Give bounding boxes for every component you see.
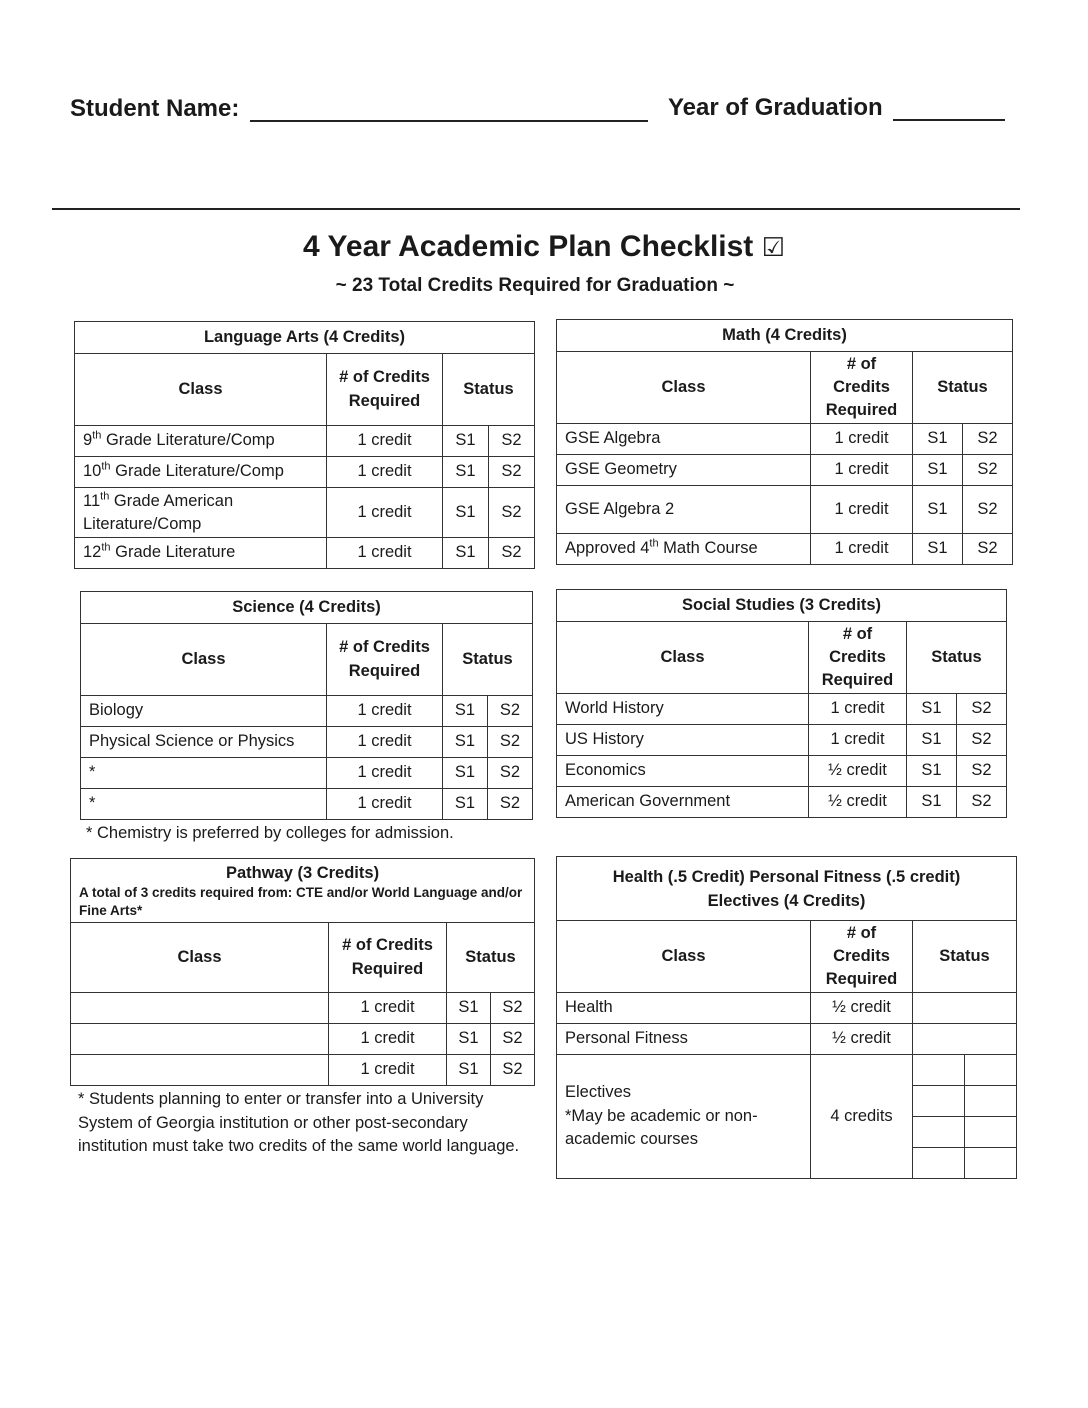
status-s1[interactable]: S1 bbox=[447, 993, 491, 1024]
class-cell: Physical Science or Physics bbox=[81, 727, 327, 758]
status-s1[interactable]: S1 bbox=[443, 457, 489, 488]
elective-status-box[interactable] bbox=[965, 1055, 1017, 1086]
class-cell[interactable] bbox=[71, 1055, 329, 1086]
checkbox-icon: ☑ bbox=[761, 232, 785, 262]
class-cell[interactable] bbox=[71, 1024, 329, 1055]
class-cell: 11th Grade American Literature/Comp bbox=[75, 488, 327, 538]
health-electives-table bbox=[556, 856, 1017, 1179]
status-s2[interactable]: S2 bbox=[957, 756, 1007, 787]
credit-cell: 1 credit bbox=[327, 488, 443, 538]
col-header-class: Class bbox=[557, 352, 811, 424]
status-s1[interactable]: S1 bbox=[443, 426, 489, 457]
language-arts-table bbox=[74, 321, 535, 569]
col-header-class: Class bbox=[557, 921, 811, 993]
class-cell: Approved 4th Math Course bbox=[557, 534, 811, 565]
math-table bbox=[556, 319, 1013, 565]
class-cell: US History bbox=[557, 725, 809, 756]
credit-cell: 1 credit bbox=[329, 1024, 447, 1055]
science-table bbox=[80, 591, 533, 820]
status-s2[interactable]: S2 bbox=[491, 1055, 535, 1086]
status-s1[interactable]: S1 bbox=[447, 1055, 491, 1086]
col-header-class: Class bbox=[71, 923, 329, 993]
year-of-graduation-label: Year of Graduation bbox=[668, 94, 883, 121]
section-title: Math (4 Credits) bbox=[557, 320, 1013, 352]
credit-cell: ½ credit bbox=[811, 1024, 913, 1055]
class-cell: 10th Grade Literature/Comp bbox=[75, 457, 327, 488]
status-s2[interactable]: S2 bbox=[957, 694, 1007, 725]
col-header-class: Class bbox=[75, 354, 327, 426]
status-s2[interactable]: S2 bbox=[963, 534, 1013, 565]
class-cell: World History bbox=[557, 694, 809, 725]
col-header-credits: # of Credits Required bbox=[809, 622, 907, 694]
pathway-note: * Students planning to enter or transfer into a University System of Georgia institution or other post-secondary institution must take two credits of the same world language. bbox=[78, 1090, 520, 1155]
section-title: Language Arts (4 Credits) bbox=[75, 322, 535, 354]
elective-status-box[interactable] bbox=[965, 1117, 1017, 1148]
status-s2[interactable]: S2 bbox=[488, 696, 533, 727]
elective-status-box[interactable] bbox=[913, 1086, 965, 1117]
class-cell: * bbox=[81, 758, 327, 789]
credit-cell: ½ credit bbox=[811, 993, 913, 1024]
status-s1[interactable]: S1 bbox=[907, 694, 957, 725]
status-s1[interactable]: S1 bbox=[907, 756, 957, 787]
class-cell: GSE Algebra bbox=[557, 424, 811, 455]
science-note: * Chemistry is preferred by colleges for admission. bbox=[86, 824, 454, 842]
status-s2[interactable]: S2 bbox=[489, 426, 535, 457]
class-cell: Economics bbox=[557, 756, 809, 787]
credit-cell: 1 credit bbox=[811, 455, 913, 486]
status-s2[interactable]: S2 bbox=[957, 787, 1007, 818]
col-header-credits: # of Credits Required bbox=[811, 352, 913, 424]
status-s2[interactable]: S2 bbox=[488, 789, 533, 820]
col-header-status: Status bbox=[447, 923, 535, 993]
class-cell: GSE Geometry bbox=[557, 455, 811, 486]
credit-cell: 1 credit bbox=[327, 696, 443, 727]
credit-cell: 1 credit bbox=[809, 725, 907, 756]
credit-cell: 1 credit bbox=[809, 694, 907, 725]
elective-status-box[interactable] bbox=[913, 1117, 965, 1148]
status-s1[interactable]: S1 bbox=[443, 789, 488, 820]
status-s2[interactable]: S2 bbox=[491, 1024, 535, 1055]
elective-status-box[interactable] bbox=[913, 1148, 965, 1179]
pathway-table bbox=[70, 858, 535, 1086]
status-s1[interactable]: S1 bbox=[913, 455, 963, 486]
credit-cell: 1 credit bbox=[811, 534, 913, 565]
credit-cell: ½ credit bbox=[809, 756, 907, 787]
social-studies-table bbox=[556, 589, 1007, 818]
credit-cell: 1 credit bbox=[811, 424, 913, 455]
class-cell: Health bbox=[557, 993, 811, 1024]
status-s1[interactable]: S1 bbox=[913, 486, 963, 534]
col-header-status: Status bbox=[913, 352, 1013, 424]
status-s2[interactable]: S2 bbox=[957, 725, 1007, 756]
divider bbox=[52, 208, 1020, 210]
status-s1[interactable]: S1 bbox=[443, 696, 488, 727]
col-header-class: Class bbox=[81, 624, 327, 696]
col-header-class: Class bbox=[557, 622, 809, 694]
status-s1[interactable]: S1 bbox=[443, 488, 489, 538]
page-title: 4 Year Academic Plan Checklist ☑ bbox=[303, 230, 785, 263]
col-header-status: Status bbox=[907, 622, 1007, 694]
elective-status-box[interactable] bbox=[965, 1086, 1017, 1117]
credit-cell: 4 credits bbox=[811, 1055, 913, 1179]
col-header-status: Status bbox=[913, 921, 1017, 993]
status-s1[interactable]: S1 bbox=[447, 1024, 491, 1055]
credit-cell: 1 credit bbox=[327, 538, 443, 569]
credit-cell: 1 credit bbox=[327, 758, 443, 789]
credit-cell: 1 credit bbox=[329, 993, 447, 1024]
col-header-status: Status bbox=[443, 624, 533, 696]
class-cell: * bbox=[81, 789, 327, 820]
student-name-field[interactable] bbox=[250, 120, 648, 122]
status-s1[interactable]: S1 bbox=[907, 787, 957, 818]
status-s2[interactable]: S2 bbox=[963, 455, 1013, 486]
col-header-credits: # of Credits Required bbox=[811, 921, 913, 993]
class-cell: 9th Grade Literature/Comp bbox=[75, 426, 327, 457]
status-s1[interactable]: S1 bbox=[907, 725, 957, 756]
status-cell[interactable] bbox=[913, 993, 1017, 1024]
col-header-status: Status bbox=[443, 354, 535, 426]
elective-status-box[interactable] bbox=[913, 1055, 965, 1086]
credit-cell: 1 credit bbox=[327, 789, 443, 820]
class-cell: Electives *May be academic or non-academic courses bbox=[557, 1055, 811, 1179]
status-s1[interactable]: S1 bbox=[443, 758, 488, 789]
class-cell: Biology bbox=[81, 696, 327, 727]
elective-status-box[interactable] bbox=[965, 1148, 1017, 1179]
section-title: Science (4 Credits) bbox=[81, 592, 533, 624]
class-cell: American Government bbox=[557, 787, 809, 818]
credit-cell: 1 credit bbox=[327, 426, 443, 457]
col-header-credits: # of Credits Required bbox=[329, 923, 447, 993]
credit-cell: 1 credit bbox=[329, 1055, 447, 1086]
class-cell: GSE Algebra 2 bbox=[557, 486, 811, 534]
class-cell: Personal Fitness bbox=[557, 1024, 811, 1055]
class-cell[interactable] bbox=[71, 993, 329, 1024]
status-s2[interactable]: S2 bbox=[963, 486, 1013, 534]
credit-cell: 1 credit bbox=[327, 457, 443, 488]
section-title: Social Studies (3 Credits) bbox=[557, 590, 1007, 622]
status-cell[interactable] bbox=[913, 1024, 1017, 1055]
status-s2[interactable]: S2 bbox=[491, 993, 535, 1024]
section-subtitle: A total of 3 credits required from: CTE and/or World Language and/or Fine Arts* bbox=[79, 884, 523, 918]
credit-cell: 1 credit bbox=[327, 727, 443, 758]
status-s1[interactable]: S1 bbox=[913, 424, 963, 455]
status-s1[interactable]: S1 bbox=[443, 538, 489, 569]
page-subtitle: ~ 23 Total Credits Required for Graduation ~ bbox=[335, 275, 735, 296]
credit-cell: ½ credit bbox=[809, 787, 907, 818]
status-s2[interactable]: S2 bbox=[489, 488, 535, 538]
student-name-label: Student Name: bbox=[70, 95, 240, 122]
credit-cell: 1 credit bbox=[811, 486, 913, 534]
status-s2[interactable]: S2 bbox=[489, 457, 535, 488]
status-s1[interactable]: S1 bbox=[443, 727, 488, 758]
status-s2[interactable]: S2 bbox=[488, 758, 533, 789]
section-title: Pathway (3 Credits) A total of 3 credits required from: CTE and/or World Language and/or Fine Arts* bbox=[71, 859, 535, 923]
class-cell: 12th Grade Literature bbox=[75, 538, 327, 569]
col-header-credits: # of Credits Required bbox=[327, 624, 443, 696]
status-s1[interactable]: S1 bbox=[913, 534, 963, 565]
col-header-credits: # of Credits Required bbox=[327, 354, 443, 426]
year-of-graduation-field[interactable] bbox=[893, 119, 1005, 121]
section-title: Health (.5 Credit) Personal Fitness (.5 credit) Electives (4 Credits) bbox=[557, 857, 1017, 921]
status-s2[interactable]: S2 bbox=[963, 424, 1013, 455]
status-s2[interactable]: S2 bbox=[488, 727, 533, 758]
status-s2[interactable]: S2 bbox=[489, 538, 535, 569]
